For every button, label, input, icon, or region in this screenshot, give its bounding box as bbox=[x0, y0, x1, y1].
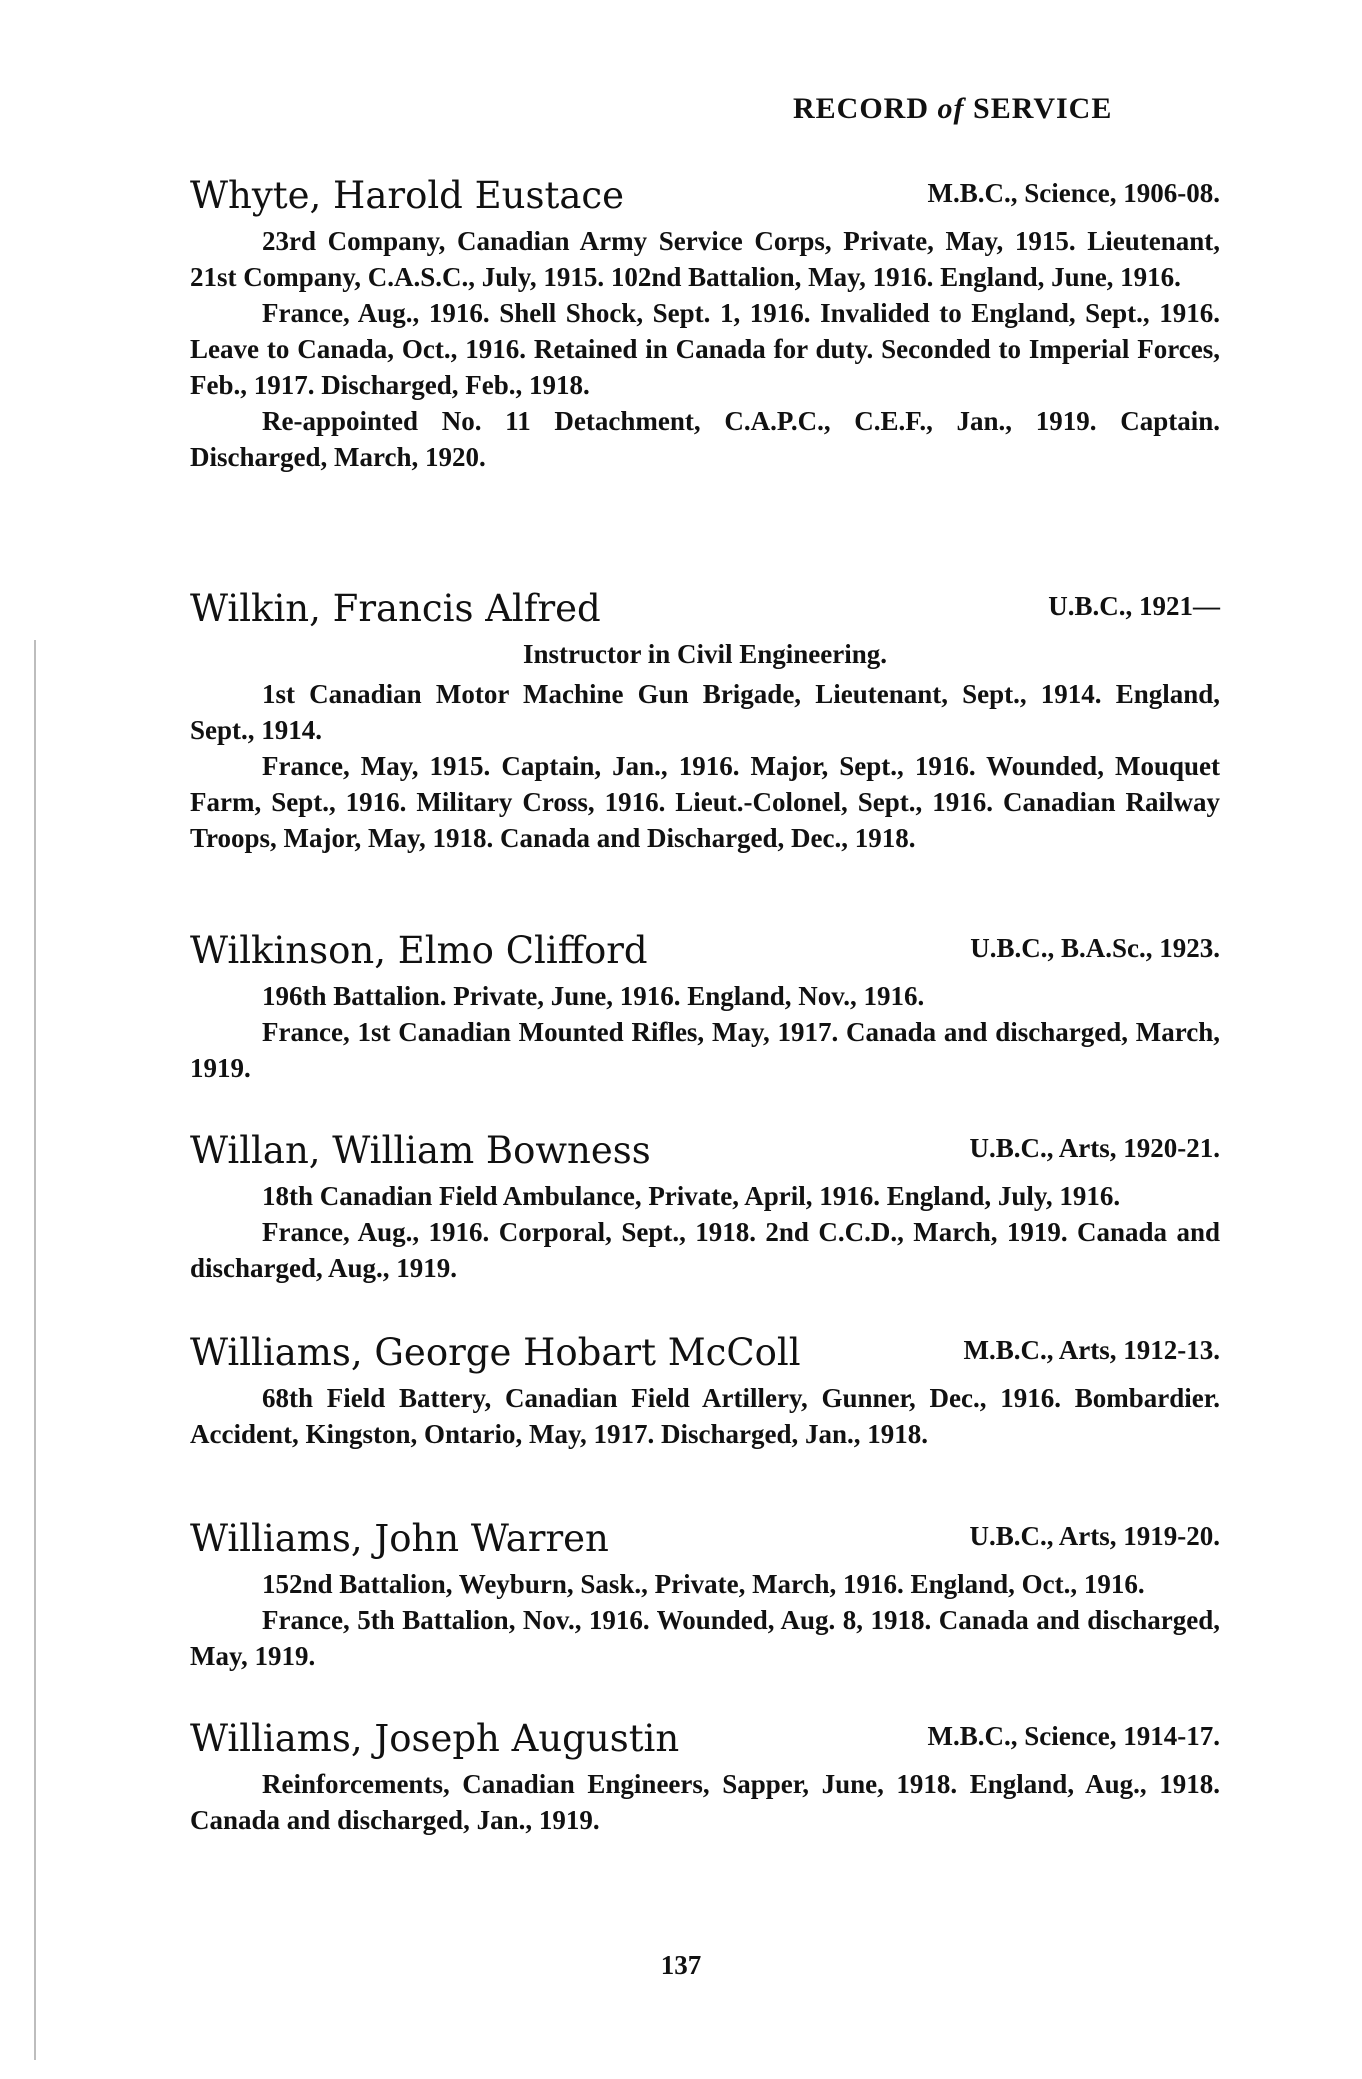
person-name: Williams, John Warren bbox=[190, 1517, 609, 1560]
service-paragraph: France, Aug., 1916. Shell Shock, Sept. 1, 1916. Invalided to England, Sept., 1916. Leave to Canada, Oct., 1916. Retained in Canada for duty. Seconded to Imperial Forces, Feb., 1917. Discharged, Feb., 1918. bbox=[190, 298, 1220, 400]
service-paragraph: 23rd Company, Canadian Army Service Corps, Private, May, 1915. Lieutenant, 21st Company, C.A.S.C., July, 1915. 102nd Battalion, May, 1916. England, June, 1916. bbox=[190, 226, 1220, 292]
service-paragraph: France, 5th Battalion, Nov., 1916. Wounded, Aug. 8, 1918. Canada and discharged, May, 1919. bbox=[190, 1605, 1220, 1671]
service-entry-williams-george bbox=[190, 1322, 1220, 1452]
entry-heading bbox=[190, 578, 1220, 636]
page-number: 137 bbox=[660, 1950, 702, 1980]
college-record: M.B.C., Science, 1914-17. bbox=[927, 1721, 1220, 1751]
service-paragraph: 152nd Battalion, Weyburn, Sask., Private, March, 1916. England, Oct., 1916. bbox=[262, 1569, 1145, 1599]
college-record: U.B.C., Arts, 1919-20. bbox=[969, 1521, 1220, 1551]
running-head-service: SERVICE bbox=[964, 92, 1113, 125]
service-entry-wilkinson bbox=[190, 920, 1220, 1086]
college-record: M.B.C., Science, 1906-08. bbox=[927, 178, 1220, 208]
service-paragraph: 196th Battalion. Private, June, 1916. England, Nov., 1916. bbox=[262, 981, 925, 1011]
person-name: Wilkinson, Elmo Clifford bbox=[190, 929, 648, 972]
entry-heading bbox=[190, 1508, 1220, 1566]
service-paragraph: 18th Canadian Field Ambulance, Private, April, 1916. England, July, 1916. bbox=[262, 1181, 1121, 1211]
service-paragraph: France, 1st Canadian Mounted Rifles, May, 1917. Canada and discharged, March, 1919. bbox=[190, 1017, 1220, 1083]
service-paragraph: France, Aug., 1916. Corporal, Sept., 1918. 2nd C.C.D., March, 1919. Canada and discharged, Aug., 1919. bbox=[190, 1217, 1220, 1283]
service-entry-williams-joseph bbox=[190, 1708, 1220, 1838]
college-record: U.B.C., B.A.Sc., 1923. bbox=[970, 933, 1220, 963]
person-name: Wilkin, Francis Alfred bbox=[190, 587, 601, 630]
service-paragraph: 68th Field Battery, Canadian Field Artillery, Gunner, Dec., 1916. Bombardier. Accident, Kingston, Ontario, May, 1917. Discharged, Jan., 1918. bbox=[190, 1383, 1220, 1449]
running-head-of: of bbox=[937, 92, 965, 125]
entry-heading bbox=[190, 920, 1220, 978]
service-paragraph: 1st Canadian Motor Machine Gun Brigade, Lieutenant, Sept., 1914. England, Sept., 1914. bbox=[190, 679, 1220, 745]
service-paragraph: France, May, 1915. Captain, Jan., 1916. Major, Sept., 1916. Wounded, Mouquet Farm, Sept., 1916. Military Cross, 1916. Lieut.-Colonel, Sept., 1916. Canadian Railway Troops, Major, May, 1918. Canada and Discharged, Dec., 1918. bbox=[190, 751, 1220, 853]
college-record: U.B.C., Arts, 1920-21. bbox=[969, 1133, 1220, 1163]
service-entry-wilkin bbox=[190, 578, 1220, 856]
college-record: U.B.C., 1921— bbox=[1048, 591, 1220, 621]
entry-heading bbox=[190, 1120, 1220, 1178]
service-entry-williams-john bbox=[190, 1508, 1220, 1674]
running-head bbox=[793, 92, 1112, 126]
person-name: Williams, Joseph Augustin bbox=[190, 1717, 680, 1760]
person-name: Willan, William Bowness bbox=[190, 1129, 651, 1172]
scan-margin-line bbox=[34, 640, 36, 2060]
entry-heading bbox=[190, 165, 1220, 223]
entry-heading bbox=[190, 1322, 1220, 1380]
service-entry-whyte bbox=[190, 165, 1220, 475]
person-name: Williams, George Hobart McColl bbox=[190, 1331, 801, 1374]
person-name: Whyte, Harold Eustace bbox=[190, 174, 624, 217]
appointment-note: Instructor in Civil Engineering. bbox=[522, 639, 888, 669]
entry-heading bbox=[190, 1708, 1220, 1766]
service-paragraph: Re-appointed No. 11 Detachment, C.A.P.C., C.E.F., Jan., 1919. Captain. Discharged, March, 1920. bbox=[190, 406, 1220, 472]
service-entry-willan bbox=[190, 1120, 1220, 1286]
running-head-record: RECORD bbox=[793, 92, 938, 125]
service-paragraph: Reinforcements, Canadian Engineers, Sapper, June, 1918. England, Aug., 1918. Canada and discharged, Jan., 1919. bbox=[190, 1769, 1220, 1835]
college-record: M.B.C., Arts, 1912-13. bbox=[963, 1335, 1220, 1365]
